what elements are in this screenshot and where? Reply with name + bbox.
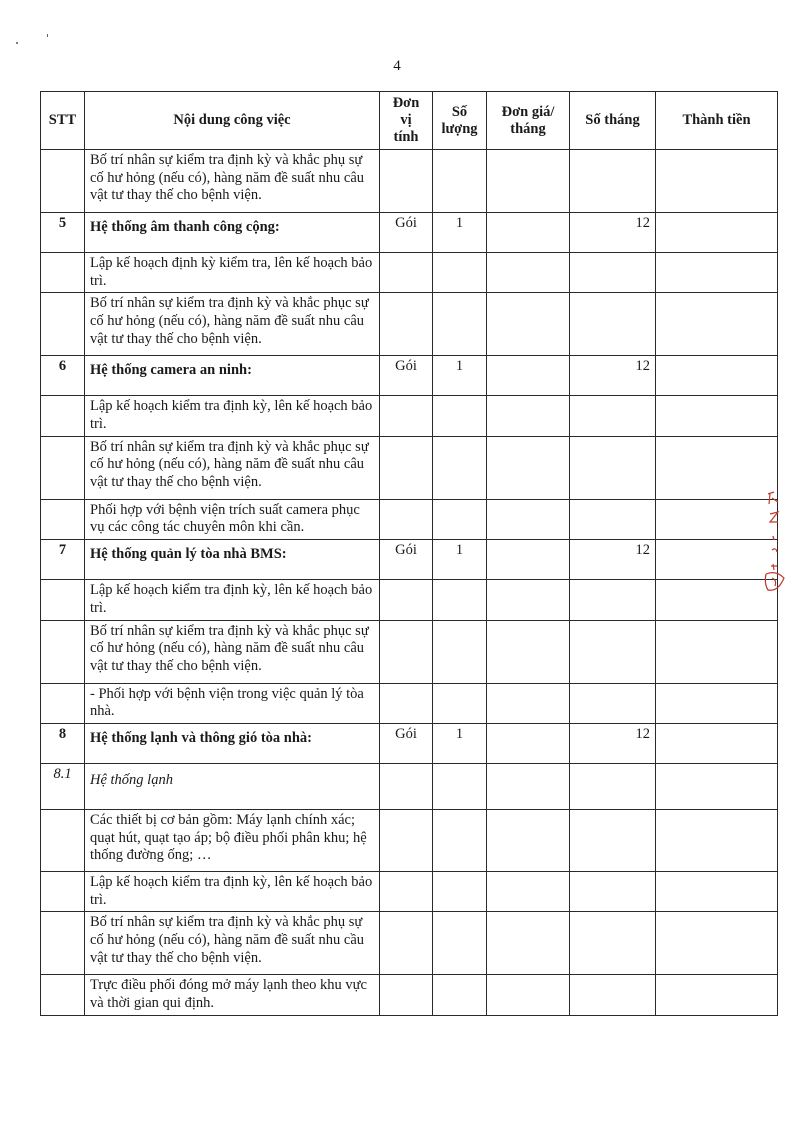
cell-quantity [433,809,487,871]
cell-stt [41,620,85,683]
cell-total [656,293,778,356]
cell-unit [380,396,433,436]
cell-unit-price [487,213,570,253]
header-unit-line-3: tính [393,128,419,145]
header-months: Số tháng [570,92,656,150]
cell-months [570,293,656,356]
cell-total [656,723,778,763]
cell-unit-price [487,620,570,683]
cell-months [570,253,656,293]
cell-stt: 8 [41,723,85,763]
cell-unit-price [487,723,570,763]
cell-unit-price [487,580,570,620]
cell-quantity [433,396,487,436]
cell-quantity [433,150,487,213]
cell-stt [41,436,85,499]
cell-content: Lập kế hoạch kiểm tra định kỳ, lên kế hoạch bảo trì. [85,396,380,436]
cell-stt [41,809,85,871]
table-row [41,436,778,499]
cell-months [570,683,656,723]
cell-unit [380,253,433,293]
cell-total [656,150,778,213]
cell-unit-price [487,540,570,580]
header-stt: STT [41,92,85,150]
table-row [41,763,778,809]
table-row [41,396,778,436]
table-row [41,620,778,683]
header-quantity [433,92,487,150]
cell-unit: Gói [380,540,433,580]
cell-months [570,763,656,809]
header-content: Nội dung công việc [85,92,380,150]
cell-unit-price [487,396,570,436]
cell-total [656,253,778,293]
cell-content: Bố trí nhân sự kiểm tra định kỳ và khắc phục sự cố hư hỏng (nếu có), hàng năm đề suất nhu câu vật tư thay thế cho bệnh viện. [85,620,380,683]
table-row [41,975,778,1016]
cell-quantity: 1 [433,213,487,253]
cell-unit [380,499,433,539]
cell-unit-price [487,809,570,871]
cell-stt: 6 [41,356,85,396]
cell-content: Trực điều phối đóng mở máy lạnh theo khu vực và thời gian qui định. [85,975,380,1016]
cell-total [656,396,778,436]
table-row [41,809,778,871]
cell-months: 12 [570,213,656,253]
cell-months: 12 [570,356,656,396]
handwritten-annotation-icon [760,490,790,610]
cell-unit-price [487,912,570,975]
cell-content: Hệ thống quản lý tòa nhà BMS: [85,540,380,580]
cell-total [656,871,778,911]
cell-unit-price [487,871,570,911]
work-items-table [40,91,778,1016]
cell-unit [380,912,433,975]
cell-unit: Gói [380,723,433,763]
cell-stt [41,683,85,723]
cell-unit: Gói [380,213,433,253]
cell-unit [380,809,433,871]
cell-unit-price [487,293,570,356]
cell-content: Bố trí nhân sự kiểm tra định kỳ và khắc phục sự cố hư hỏng (nếu có), hàng năm đề suất nhu câu vật tư thay thế cho bệnh viện. [85,293,380,356]
table-row [41,213,778,253]
cell-total [656,809,778,871]
cell-content: Bố trí nhân sự kiểm tra định kỳ và khắc phục sự cố hư hỏng (nếu có), hàng năm đề suất nhu câu vật tư thay thế cho bệnh viện. [85,436,380,499]
header-unit-line-1: Đơn [392,95,420,112]
cell-months: 12 [570,540,656,580]
table-row [41,580,778,620]
cell-total [656,683,778,723]
cell-months [570,809,656,871]
cell-content: Các thiết bị cơ bản gồm: Máy lạnh chính xác; quạt hút, quạt tạo áp; bộ điều phối phân khu; hệ thống đường ống; … [85,809,380,871]
cell-content: - Phối hợp với bệnh viện trong việc quản lý tòa nhà. [85,683,380,723]
header-quantity-line-1: Số [451,103,468,120]
cell-unit-price [487,763,570,809]
cell-months [570,620,656,683]
table-row [41,499,778,539]
cell-unit [380,436,433,499]
table-body [41,150,778,1016]
cell-content: Hệ thống camera an ninh: [85,356,380,396]
cell-stt: 8.1 [41,763,85,809]
cell-content: Hệ thống âm thanh công cộng: [85,213,380,253]
table-row [41,356,778,396]
cell-months [570,150,656,213]
cell-content: Hệ thống lạnh và thông gió tòa nhà: [85,723,380,763]
cell-quantity: 1 [433,540,487,580]
cell-stt [41,150,85,213]
cell-quantity [433,912,487,975]
cell-content: Phối hợp với bệnh viện trích suất camera phục vụ các công tác chuyên môn khi cần. [85,499,380,539]
cell-unit [380,293,433,356]
cell-months [570,436,656,499]
cell-stt: 5 [41,213,85,253]
cell-stt [41,293,85,356]
cell-total [656,356,778,396]
table-row [41,871,778,911]
table-row [41,723,778,763]
table-row [41,293,778,356]
cell-quantity [433,436,487,499]
cell-quantity [433,975,487,1016]
cell-stt [41,253,85,293]
cell-content: Bố trí nhân sự kiểm tra định kỳ và khắc phụ sự cố hư hỏng (nếu có), hàng năm đề suất nhu câu vật tư thay thế cho bệnh viện. [85,150,380,213]
cell-unit [380,150,433,213]
cell-quantity [433,620,487,683]
cell-quantity: 1 [433,723,487,763]
cell-months [570,396,656,436]
cell-quantity [433,293,487,356]
cell-unit [380,763,433,809]
header-quantity-line-2: lượng [441,120,478,137]
cell-stt [41,580,85,620]
header-unit-price [487,92,570,150]
scan-speck [47,34,48,37]
cell-total [656,975,778,1016]
cell-unit [380,683,433,723]
table-row [41,540,778,580]
cell-stt [41,912,85,975]
cell-content: Hệ thống lạnh [85,763,380,809]
cell-unit-price [487,150,570,213]
cell-quantity [433,499,487,539]
cell-quantity [433,763,487,809]
cell-content: Lập kế hoạch kiểm tra định kỳ, lên kế hoạch bảo trì. [85,871,380,911]
table-row [41,150,778,213]
table-header-row [41,92,778,150]
cell-months [570,580,656,620]
cell-stt [41,396,85,436]
header-unit [380,92,433,150]
cell-unit-price [487,436,570,499]
cell-months [570,499,656,539]
header-unit-price-line-2: tháng [510,120,546,137]
cell-unit-price [487,683,570,723]
cell-unit: Gói [380,356,433,396]
cell-stt [41,871,85,911]
table-row [41,253,778,293]
cell-quantity [433,871,487,911]
cell-months [570,871,656,911]
cell-quantity [433,580,487,620]
table-row [41,912,778,975]
header-unit-price-line-1: Đơn giá/ [501,103,555,120]
header-unit-line-2: vị [400,112,412,129]
cell-stt [41,975,85,1016]
cell-unit-price [487,499,570,539]
cell-quantity [433,253,487,293]
cell-unit-price [487,356,570,396]
cell-quantity [433,683,487,723]
cell-unit-price [487,975,570,1016]
cell-months [570,975,656,1016]
cell-unit [380,975,433,1016]
header-total: Thành tiền [656,92,778,150]
cell-quantity: 1 [433,356,487,396]
cell-content: Bố trí nhân sự kiểm tra định kỳ và khắc phụ sự cố hư hỏng (nếu có), hàng năm đề suất nhu cầu vật tư thay thế cho bệnh viện. [85,912,380,975]
cell-unit [380,580,433,620]
cell-total [656,912,778,975]
cell-months: 12 [570,723,656,763]
cell-stt [41,499,85,539]
table-row [41,683,778,723]
cell-total [656,213,778,253]
cell-unit [380,871,433,911]
cell-total [656,763,778,809]
page-number: 4 [393,58,401,74]
cell-unit-price [487,253,570,293]
cell-unit [380,620,433,683]
cell-content: Lập kế hoạch định kỳ kiểm tra, lên kế hoạch bảo trì. [85,253,380,293]
cell-months [570,912,656,975]
cell-content: Lập kế hoạch kiểm tra định kỳ, lên kế hoạch bảo trì. [85,580,380,620]
cell-stt: 7 [41,540,85,580]
cell-total [656,620,778,683]
scan-speck [16,42,18,44]
